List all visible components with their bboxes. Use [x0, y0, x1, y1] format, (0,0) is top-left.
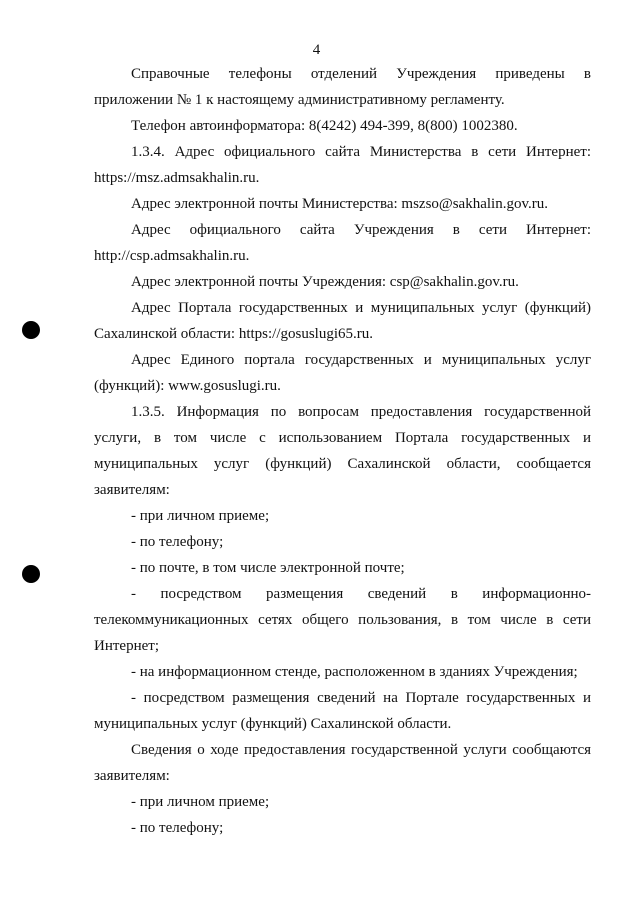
- list-item: - при личном приеме;: [131, 794, 270, 810]
- text-line: телекоммуникационных сетях общего пользования, в том числе в сети: [94, 612, 591, 628]
- text-line: заявителям:: [94, 768, 170, 784]
- text-line: Адрес электронной почты Министерства: mszso@sakhalin.gov.ru.: [131, 196, 548, 212]
- text-line: приложении № 1 к настоящему административному регламенту.: [94, 92, 505, 108]
- list-item: - на информационном стенде, расположенном в зданиях Учреждения;: [131, 664, 578, 680]
- text-line: Сахалинской области: https://gosuslugi65.ru.: [94, 326, 373, 342]
- page-number: 4: [312, 42, 321, 58]
- list-item: - по телефону;: [131, 820, 224, 836]
- text-line: http://csp.admsakhalin.ru.: [94, 248, 250, 264]
- text-line: https://msz.admsakhalin.ru.: [94, 170, 260, 186]
- text-line: 1.3.5. Информация по вопросам предоставления государственной: [131, 404, 591, 420]
- list-item: - по телефону;: [131, 534, 224, 550]
- text-line: Интернет;: [94, 638, 159, 654]
- text-line: муниципальных услуг (функций) Сахалинской области.: [94, 716, 452, 732]
- text-line: 1.3.4. Адрес официального сайта Министерства в сети Интернет:: [131, 144, 591, 160]
- text-line: (функций): www.gosuslugi.ru.: [94, 378, 281, 394]
- text-line: заявителям:: [94, 482, 170, 498]
- text-line: услуги, в том числе с использованием Портала государственных и: [94, 430, 591, 446]
- list-item: - по почте, в том числе электронной почте;: [131, 560, 405, 576]
- text-line: Адрес официального сайта Учреждения в сети Интернет:: [131, 222, 591, 238]
- text-line: Справочные телефоны отделений Учреждения приведены в: [131, 66, 591, 82]
- list-item: - посредством размещения сведений на Портале государственных и: [131, 690, 591, 706]
- text-line: муниципальных услуг (функций) Сахалинской области, сообщается: [94, 456, 591, 472]
- list-item: - при личном приеме;: [131, 508, 270, 524]
- text-line: Адрес Единого портала государственных и муниципальных услуг: [131, 352, 591, 368]
- text-line: Адрес Портала государственных и муниципальных услуг (функций): [131, 300, 591, 316]
- punch-hole-top: [22, 321, 40, 339]
- text-line: Телефон автоинформатора: 8(4242) 494-399, 8(800) 1002380.: [131, 118, 518, 134]
- text-line: Сведения о ходе предоставления государственной услуги сообщаются: [131, 742, 591, 758]
- list-item: - посредством размещения сведений в информационно-: [131, 586, 591, 602]
- punch-hole-bottom: [22, 565, 40, 583]
- text-line: Адрес электронной почты Учреждения: csp@sakhalin.gov.ru.: [131, 274, 519, 290]
